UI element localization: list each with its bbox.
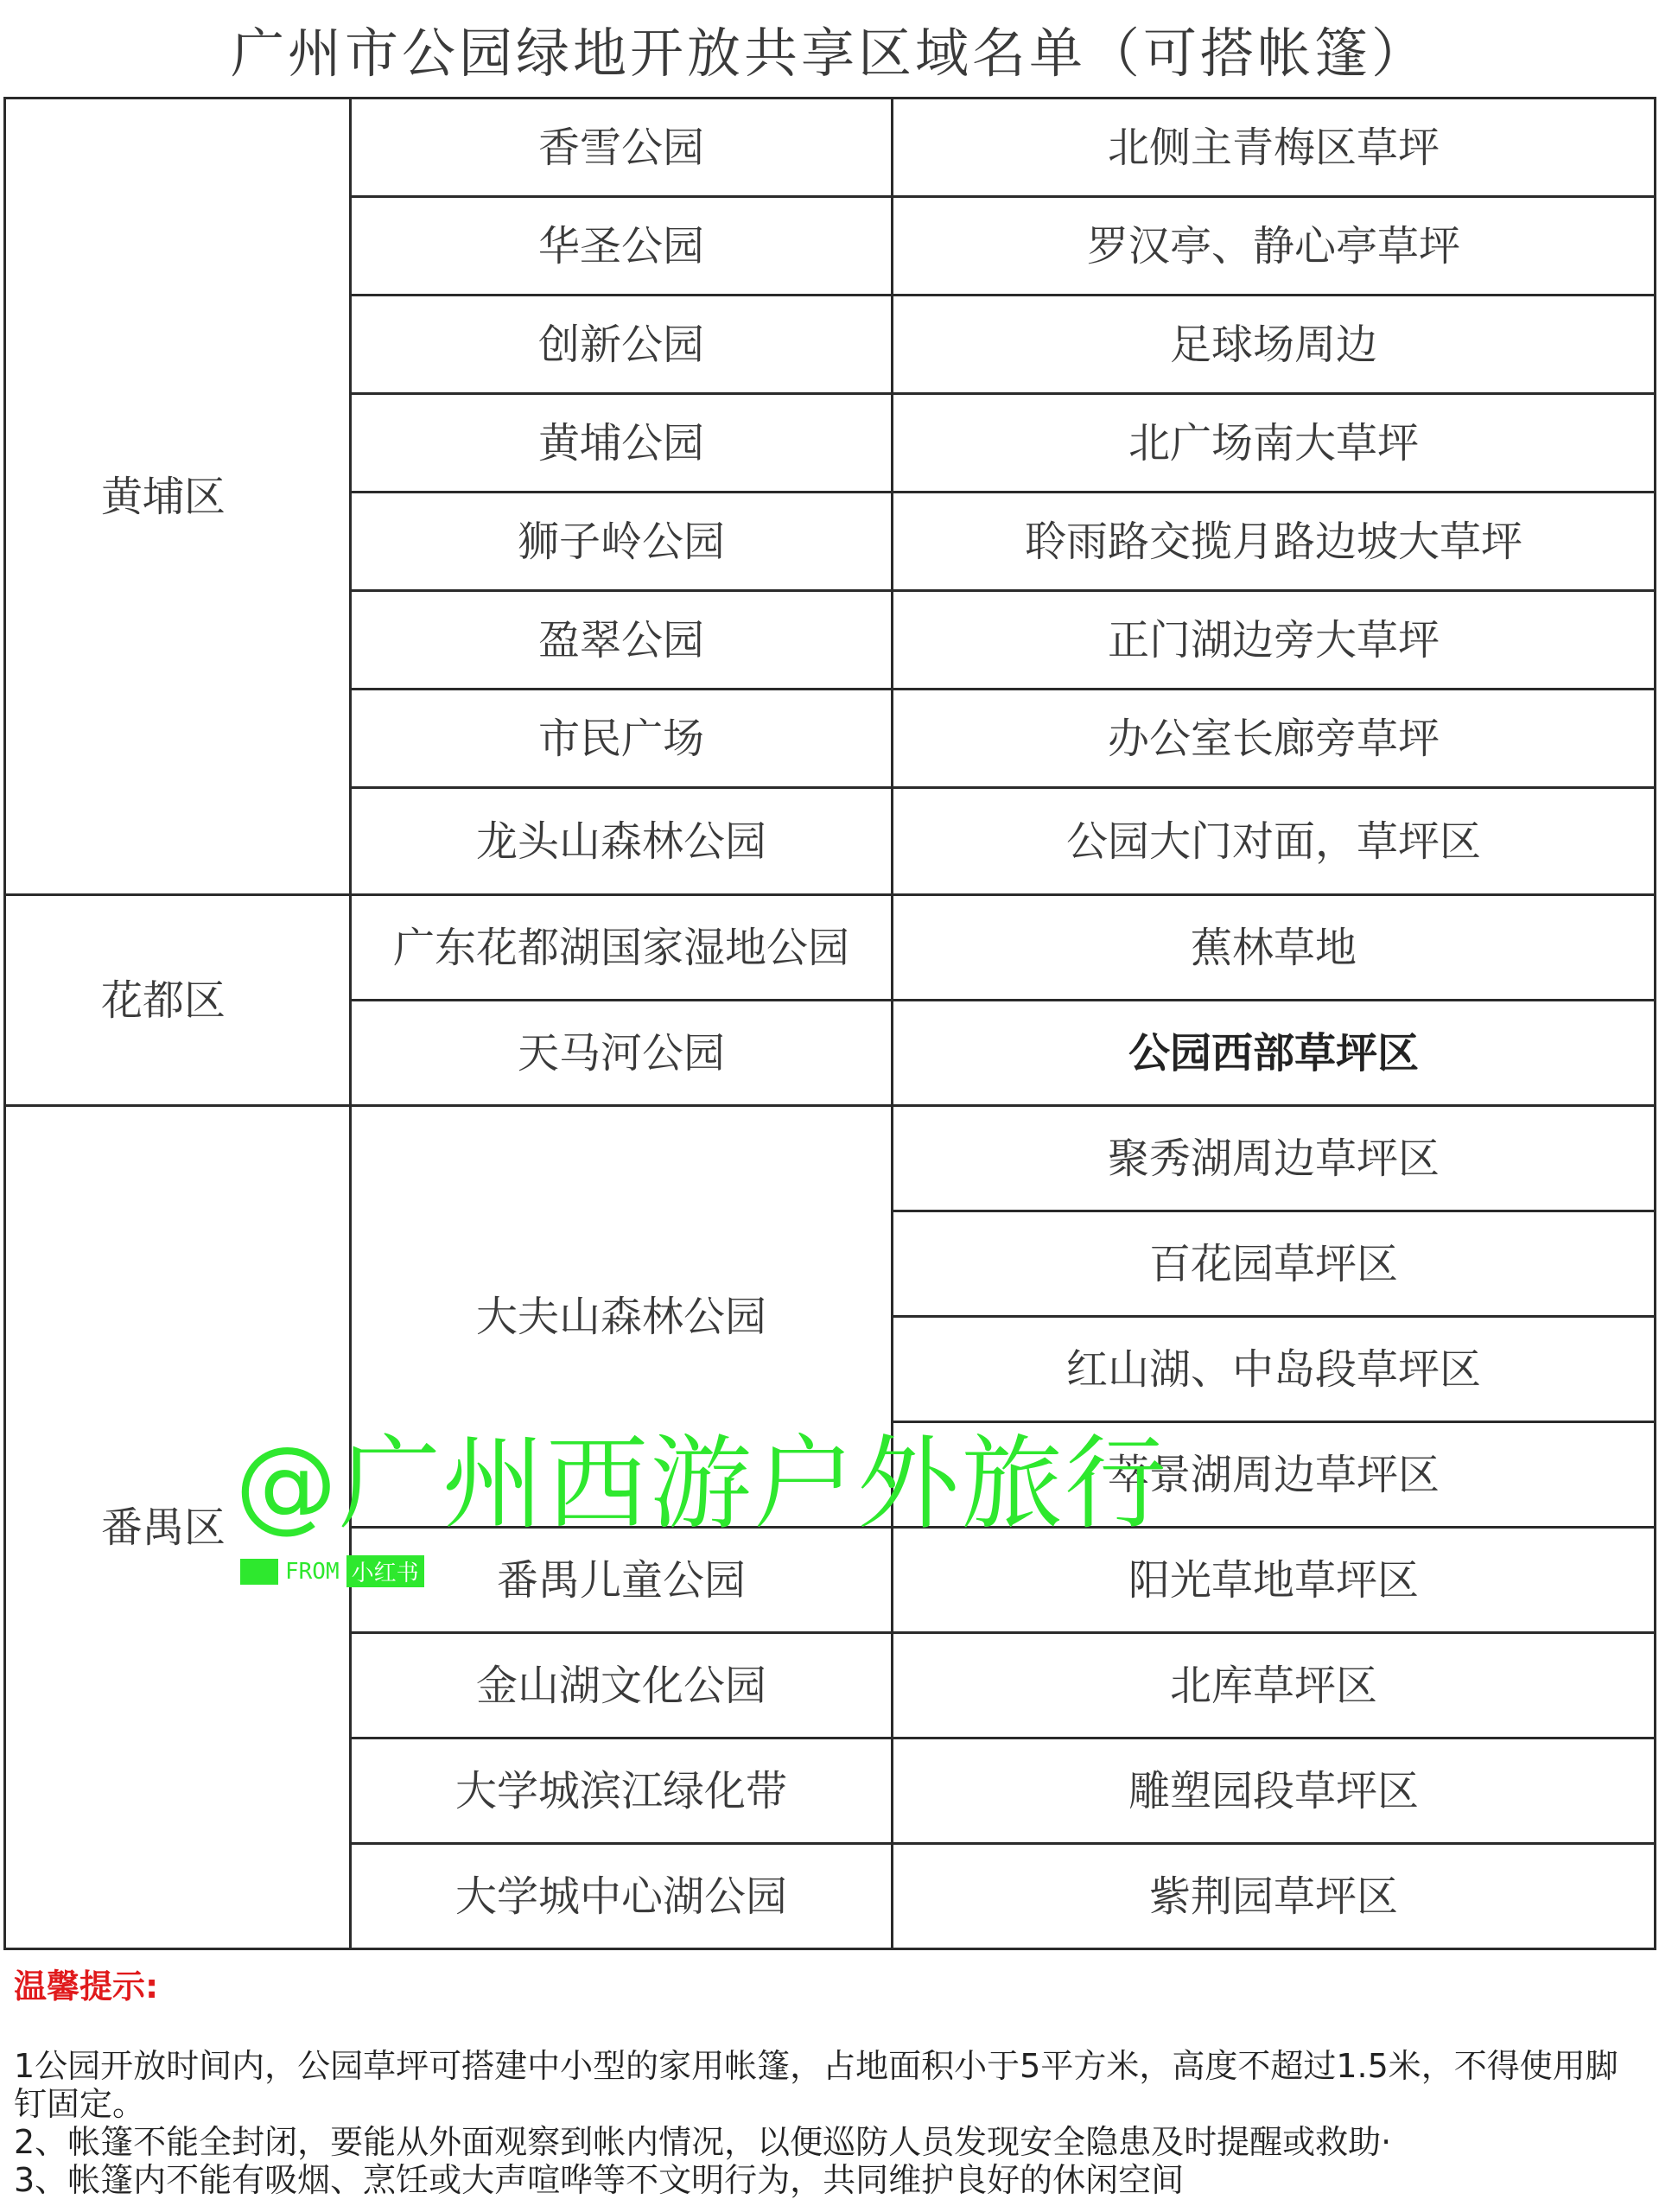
district-huadu: 花都区 bbox=[5, 895, 351, 1106]
tent-area: 阳光草地草坪区 bbox=[893, 1528, 1656, 1633]
park-name: 市民广场 bbox=[351, 690, 893, 788]
table-row bbox=[5, 99, 1656, 197]
tent-area: 公园大门对面，草坪区 bbox=[893, 788, 1656, 895]
park-name: 香雪公园 bbox=[351, 99, 893, 197]
tips-title: 温馨提示: bbox=[14, 1967, 159, 2005]
tent-area: 北广场南大草坪 bbox=[893, 394, 1656, 493]
table-row bbox=[5, 1106, 1656, 1211]
page-title: 广州市公园绿地开放共享区域名单（可搭帐篷） bbox=[230, 21, 1428, 85]
park-name: 创新公园 bbox=[351, 296, 893, 394]
tip-item: 3、帐篷内不能有吸烟、烹饪或大声喧哗等不文明行为，共同维护良好的休闲空间 bbox=[14, 2161, 1185, 2199]
park-name: 大学城滨江绿化带 bbox=[351, 1738, 893, 1844]
tip-item: 2、帐篷不能全封闭，要能从外面观察到帐内情况，以便巡防人员发现安全隐患及时提醒或救助· bbox=[14, 2123, 1392, 2161]
tips-section bbox=[14, 1960, 1647, 2199]
park-name: 狮子岭公园 bbox=[351, 493, 893, 591]
tent-area: 雕塑园段草坪区 bbox=[893, 1738, 1656, 1844]
watermark-from: FROM bbox=[285, 1558, 340, 1585]
park-name: 华圣公园 bbox=[351, 197, 893, 296]
park-name: 金山湖文化公园 bbox=[351, 1633, 893, 1738]
tip-item: 1公园开放时间内，公园草坪可搭建中小型的家用帐篷，占地面积小于5平方米，高度不超过1.5米，不得使用脚钉固定。 bbox=[14, 2047, 1618, 2123]
tent-area: 百花园草坪区 bbox=[893, 1211, 1656, 1317]
park-table bbox=[3, 97, 1656, 1950]
tent-area: 北库草坪区 bbox=[893, 1633, 1656, 1738]
tent-area: 正门湖边旁大草坪 bbox=[893, 591, 1656, 690]
district-panyu: 番禺区 bbox=[5, 1106, 351, 1949]
park-name: 番禺儿童公园 bbox=[351, 1528, 893, 1633]
table-row bbox=[5, 895, 1656, 1001]
district-huangpu: 黄埔区 bbox=[5, 99, 351, 895]
tent-area: 萃景湖周边草坪区 bbox=[893, 1422, 1656, 1528]
park-name: 大夫山森林公园 bbox=[351, 1106, 893, 1528]
park-name: 大学城中心湖公园 bbox=[351, 1844, 893, 1949]
tent-area: 红山湖、中岛段草坪区 bbox=[893, 1317, 1656, 1422]
tent-area: 聚秀湖周边草坪区 bbox=[893, 1106, 1656, 1211]
tent-area: 北侧主青梅区草坪 bbox=[893, 99, 1656, 197]
tent-area: 足球场周边 bbox=[893, 296, 1656, 394]
park-name: 黄埔公园 bbox=[351, 394, 893, 493]
xiaohongshu-logo-icon bbox=[240, 1559, 278, 1585]
watermark-text: @广州西游户外旅行 bbox=[235, 1424, 1169, 1543]
tent-area: 罗汉亭、静心亭草坪 bbox=[893, 197, 1656, 296]
watermark-source bbox=[240, 1555, 424, 1587]
park-name: 天马河公园 bbox=[351, 1001, 893, 1106]
park-name: 盈翠公园 bbox=[351, 591, 893, 690]
park-name: 龙头山森林公园 bbox=[351, 788, 893, 895]
watermark-brand: 小红书 bbox=[346, 1555, 424, 1587]
tent-area: 聆雨路交揽月路边坡大草坪 bbox=[893, 493, 1656, 591]
park-name: 广东花都湖国家湿地公园 bbox=[351, 895, 893, 1001]
tent-area: 蕉林草地 bbox=[893, 895, 1656, 1001]
tent-area: 办公室长廊旁草坪 bbox=[893, 690, 1656, 788]
tent-area: 紫荆园草坪区 bbox=[893, 1844, 1656, 1949]
tent-area: 公园西部草坪区 bbox=[893, 1001, 1656, 1106]
